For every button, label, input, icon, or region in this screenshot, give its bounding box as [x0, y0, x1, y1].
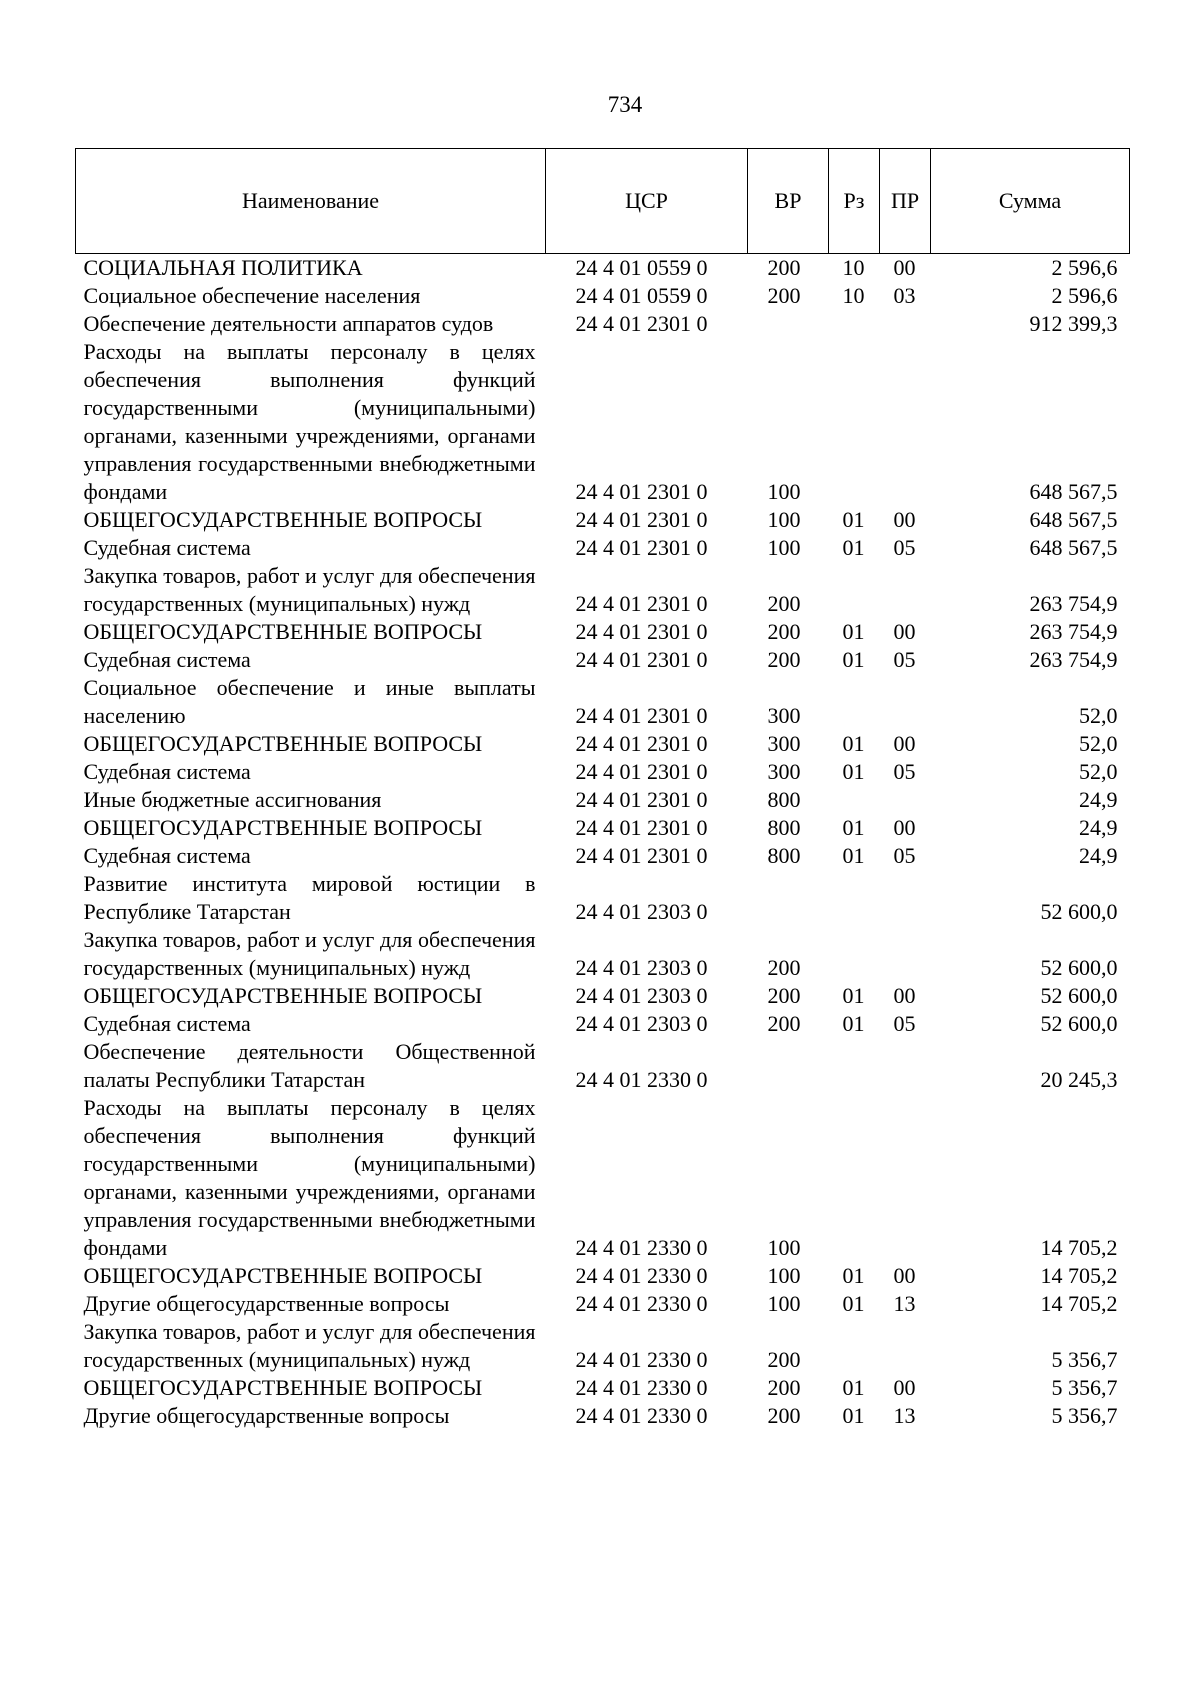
- cell-rz: [829, 674, 880, 730]
- table-row: [76, 310, 1130, 338]
- cell-name: ОБЩЕГОСУДАРСТВЕННЫЕ ВОПРОСЫ: [83, 731, 483, 756]
- cell-name: ОБЩЕГОСУДАРСТВЕННЫЕ ВОПРОСЫ: [83, 1263, 483, 1288]
- cell-csr: 24 4 01 2301 0: [575, 731, 708, 756]
- cell-pr: [880, 926, 931, 982]
- cell-sum: 24,9: [1079, 787, 1118, 812]
- cell-vr: 100: [767, 1291, 801, 1316]
- cell-sum: 648 567,5: [1029, 507, 1118, 532]
- cell-vr: 300: [767, 703, 801, 728]
- cell-pr: 05: [893, 647, 916, 672]
- table-row: [76, 1402, 1130, 1430]
- cell-csr: 24 4 01 2330 0: [575, 1067, 708, 1092]
- cell-name: Иные бюджетные ассигнования: [83, 787, 382, 812]
- cell-rz: 01: [842, 619, 865, 644]
- cell-pr: 00: [893, 255, 916, 280]
- cell-vr: 200: [767, 1403, 801, 1428]
- cell-pr: [880, 562, 931, 618]
- cell-sum: 648 567,5: [1029, 479, 1118, 504]
- cell-csr: 24 4 01 2301 0: [575, 759, 708, 784]
- cell-rz: 10: [842, 255, 865, 280]
- cell-name: Другие общегосударственные вопросы: [83, 1403, 450, 1428]
- cell-csr: 24 4 01 2330 0: [575, 1235, 708, 1260]
- table-row: [76, 618, 1130, 646]
- table-row: [76, 1290, 1130, 1318]
- cell-rz: [829, 926, 880, 982]
- cell-csr: 24 4 01 2330 0: [575, 1347, 708, 1372]
- cell-name: Расходы на выплаты персоналу в целях обеспечения выполнения функций государственными (муниципальными) органами, казенными учреждениями, органами управления государственными внебюджетными фондами: [83, 339, 536, 504]
- cell-vr: 200: [767, 619, 801, 644]
- cell-name: СОЦИАЛЬНАЯ ПОЛИТИКА: [83, 255, 363, 280]
- cell-csr: 24 4 01 2301 0: [575, 787, 708, 812]
- cell-vr: [748, 310, 829, 338]
- table-row: [76, 730, 1130, 758]
- cell-rz: [829, 338, 880, 506]
- cell-rz: 01: [842, 759, 865, 784]
- table-row: [76, 254, 1130, 283]
- table-row: [76, 338, 1130, 506]
- cell-name: Закупка товаров, работ и услуг для обеспечения государственных (муниципальных) нужд: [83, 563, 536, 616]
- table-row: [76, 1038, 1130, 1094]
- header-sum: Сумма: [931, 149, 1130, 254]
- cell-csr: 24 4 01 2330 0: [575, 1375, 708, 1400]
- cell-name: ОБЩЕГОСУДАРСТВЕННЫЕ ВОПРОСЫ: [83, 619, 483, 644]
- cell-sum: 52 600,0: [1040, 1011, 1118, 1036]
- cell-sum: 52 600,0: [1040, 983, 1118, 1008]
- table-row: [76, 870, 1130, 926]
- cell-rz: 01: [842, 1375, 865, 1400]
- cell-pr: 00: [893, 815, 916, 840]
- cell-rz: 01: [842, 1403, 865, 1428]
- cell-name: Обеспечение деятельности Общественной палаты Республики Татарстан: [83, 1039, 536, 1092]
- table-header-row: [76, 149, 1130, 254]
- cell-vr: 200: [767, 983, 801, 1008]
- cell-rz: 01: [842, 647, 865, 672]
- cell-sum: 52,0: [1079, 731, 1118, 756]
- cell-pr: 00: [893, 1263, 916, 1288]
- cell-pr: 00: [893, 507, 916, 532]
- table-row: [76, 842, 1130, 870]
- cell-vr: 200: [767, 955, 801, 980]
- cell-csr: 24 4 01 0559 0: [575, 283, 708, 308]
- cell-rz: 10: [842, 283, 865, 308]
- cell-csr: 24 4 01 2330 0: [575, 1403, 708, 1428]
- header-rz: Рз: [829, 149, 880, 254]
- cell-sum: 263 754,9: [1029, 619, 1118, 644]
- cell-vr: 100: [767, 1235, 801, 1260]
- table-row: [76, 1318, 1130, 1374]
- page-number: 734: [607, 92, 643, 117]
- cell-name: Закупка товаров, работ и услуг для обеспечения государственных (муниципальных) нужд: [83, 1319, 536, 1372]
- cell-pr: 00: [893, 731, 916, 756]
- cell-sum: 24,9: [1079, 843, 1118, 868]
- table-row: [76, 646, 1130, 674]
- cell-csr: 24 4 01 2303 0: [575, 1011, 708, 1036]
- cell-sum: 2 596,6: [1051, 283, 1118, 308]
- cell-rz: 01: [842, 731, 865, 756]
- cell-name: Обеспечение деятельности аппаратов судов: [83, 311, 494, 336]
- cell-sum: 24,9: [1079, 815, 1118, 840]
- cell-csr: 24 4 01 2301 0: [575, 311, 708, 336]
- table-row: [76, 814, 1130, 842]
- cell-name: ОБЩЕГОСУДАРСТВЕННЫЕ ВОПРОСЫ: [83, 1375, 483, 1400]
- cell-pr: [880, 1318, 931, 1374]
- table-row: [76, 1374, 1130, 1402]
- cell-csr: 24 4 01 2330 0: [575, 1291, 708, 1316]
- header-name: Наименование: [76, 149, 546, 254]
- cell-csr: 24 4 01 0559 0: [575, 255, 708, 280]
- cell-rz: 01: [842, 815, 865, 840]
- table-row: [76, 786, 1130, 814]
- cell-vr: [748, 1038, 829, 1094]
- cell-name: Судебная система: [83, 1011, 251, 1036]
- cell-rz: 01: [842, 1263, 865, 1288]
- cell-pr: 00: [893, 619, 916, 644]
- cell-rz: 01: [842, 843, 865, 868]
- table-row: [76, 758, 1130, 786]
- cell-sum: 52,0: [1079, 703, 1118, 728]
- cell-sum: 20 245,3: [1040, 1067, 1118, 1092]
- cell-csr: 24 4 01 2303 0: [575, 983, 708, 1008]
- cell-csr: 24 4 01 2301 0: [575, 591, 708, 616]
- cell-csr: 24 4 01 2301 0: [575, 815, 708, 840]
- cell-pr: 00: [893, 983, 916, 1008]
- cell-rz: [829, 1318, 880, 1374]
- cell-rz: [829, 786, 880, 814]
- cell-sum: 263 754,9: [1029, 647, 1118, 672]
- cell-sum: 2 596,6: [1051, 255, 1118, 280]
- table-row: [76, 1262, 1130, 1290]
- cell-pr: [880, 786, 931, 814]
- cell-rz: [829, 870, 880, 926]
- cell-vr: 300: [767, 759, 801, 784]
- cell-name: Судебная система: [83, 843, 251, 868]
- cell-name: Судебная система: [83, 535, 251, 560]
- cell-pr: [880, 1094, 931, 1262]
- table-row: [76, 1010, 1130, 1038]
- cell-name: ОБЩЕГОСУДАРСТВЕННЫЕ ВОПРОСЫ: [83, 983, 483, 1008]
- cell-vr: 800: [767, 843, 801, 868]
- cell-vr: 200: [767, 647, 801, 672]
- cell-pr: 00: [893, 1375, 916, 1400]
- cell-vr: 100: [767, 507, 801, 532]
- cell-pr: 05: [893, 1011, 916, 1036]
- cell-pr: 13: [893, 1403, 916, 1428]
- cell-sum: 5 356,7: [1051, 1347, 1118, 1372]
- cell-vr: 800: [767, 815, 801, 840]
- cell-csr: 24 4 01 2301 0: [575, 507, 708, 532]
- cell-sum: 5 356,7: [1051, 1403, 1118, 1428]
- cell-vr: 200: [767, 1347, 801, 1372]
- cell-rz: 01: [842, 983, 865, 1008]
- table-body: [76, 254, 1130, 1431]
- cell-csr: 24 4 01 2330 0: [575, 1263, 708, 1288]
- cell-rz: [829, 310, 880, 338]
- table-row: [76, 982, 1130, 1010]
- cell-vr: [748, 870, 829, 926]
- cell-csr: 24 4 01 2301 0: [575, 535, 708, 560]
- cell-rz: [829, 562, 880, 618]
- cell-pr: [880, 338, 931, 506]
- cell-csr: 24 4 01 2301 0: [575, 703, 708, 728]
- cell-pr: 13: [893, 1291, 916, 1316]
- cell-csr: 24 4 01 2301 0: [575, 479, 708, 504]
- table-row: [76, 1094, 1130, 1262]
- cell-vr: 800: [767, 787, 801, 812]
- header-vr: ВР: [748, 149, 829, 254]
- header-csr: ЦСР: [546, 149, 748, 254]
- cell-name: ОБЩЕГОСУДАРСТВЕННЫЕ ВОПРОСЫ: [83, 815, 483, 840]
- cell-name: Закупка товаров, работ и услуг для обеспечения государственных (муниципальных) нужд: [83, 927, 536, 980]
- cell-rz: 01: [842, 535, 865, 560]
- cell-rz: 01: [842, 1291, 865, 1316]
- cell-csr: 24 4 01 2301 0: [575, 843, 708, 868]
- cell-sum: 52,0: [1079, 759, 1118, 784]
- cell-sum: 14 705,2: [1040, 1291, 1118, 1316]
- cell-rz: [829, 1038, 880, 1094]
- cell-sum: 14 705,2: [1040, 1235, 1118, 1260]
- cell-vr: 200: [767, 1375, 801, 1400]
- cell-rz: 01: [842, 507, 865, 532]
- cell-pr: 03: [893, 283, 916, 308]
- cell-sum: 648 567,5: [1029, 535, 1118, 560]
- cell-rz: [829, 1094, 880, 1262]
- table-row: [76, 282, 1130, 310]
- cell-vr: 100: [767, 479, 801, 504]
- header-pr: ПР: [880, 149, 931, 254]
- cell-vr: 100: [767, 1263, 801, 1288]
- table-row: [76, 674, 1130, 730]
- table-row: [76, 562, 1130, 618]
- cell-pr: 05: [893, 843, 916, 868]
- cell-sum: 912 399,3: [1029, 311, 1118, 336]
- cell-name: Социальное обеспечение населения: [83, 283, 421, 308]
- cell-name: Судебная система: [83, 647, 251, 672]
- budget-table: [75, 148, 1130, 1430]
- cell-rz: 01: [842, 1011, 865, 1036]
- table-row: [76, 926, 1130, 982]
- cell-name: Развитие института мировой юстиции в Республике Татарстан: [83, 871, 536, 924]
- cell-vr: 200: [767, 255, 801, 280]
- cell-vr: 300: [767, 731, 801, 756]
- cell-name: ОБЩЕГОСУДАРСТВЕННЫЕ ВОПРОСЫ: [83, 507, 483, 532]
- table-row: [76, 506, 1130, 534]
- cell-sum: 14 705,2: [1040, 1263, 1118, 1288]
- cell-csr: 24 4 01 2303 0: [575, 899, 708, 924]
- cell-pr: 05: [893, 535, 916, 560]
- cell-pr: 05: [893, 759, 916, 784]
- cell-sum: 5 356,7: [1051, 1375, 1118, 1400]
- cell-name: Расходы на выплаты персоналу в целях обеспечения выполнения функций государственными (муниципальными) органами, казенными учреждениями, органами управления государственными внебюджетными фондами: [83, 1095, 536, 1260]
- cell-sum: 263 754,9: [1029, 591, 1118, 616]
- cell-sum: 52 600,0: [1040, 899, 1118, 924]
- cell-pr: [880, 310, 931, 338]
- cell-name: Социальное обеспечение и иные выплаты населению: [83, 675, 536, 728]
- cell-name: Другие общегосударственные вопросы: [83, 1291, 450, 1316]
- cell-vr: 200: [767, 1011, 801, 1036]
- table-row: [76, 534, 1130, 562]
- cell-sum: 52 600,0: [1040, 955, 1118, 980]
- cell-pr: [880, 674, 931, 730]
- cell-pr: [880, 1038, 931, 1094]
- cell-vr: 200: [767, 283, 801, 308]
- cell-csr: 24 4 01 2301 0: [575, 619, 708, 644]
- cell-csr: 24 4 01 2301 0: [575, 647, 708, 672]
- cell-pr: [880, 870, 931, 926]
- cell-csr: 24 4 01 2303 0: [575, 955, 708, 980]
- cell-vr: 100: [767, 535, 801, 560]
- cell-name: Судебная система: [83, 759, 251, 784]
- cell-vr: 200: [767, 591, 801, 616]
